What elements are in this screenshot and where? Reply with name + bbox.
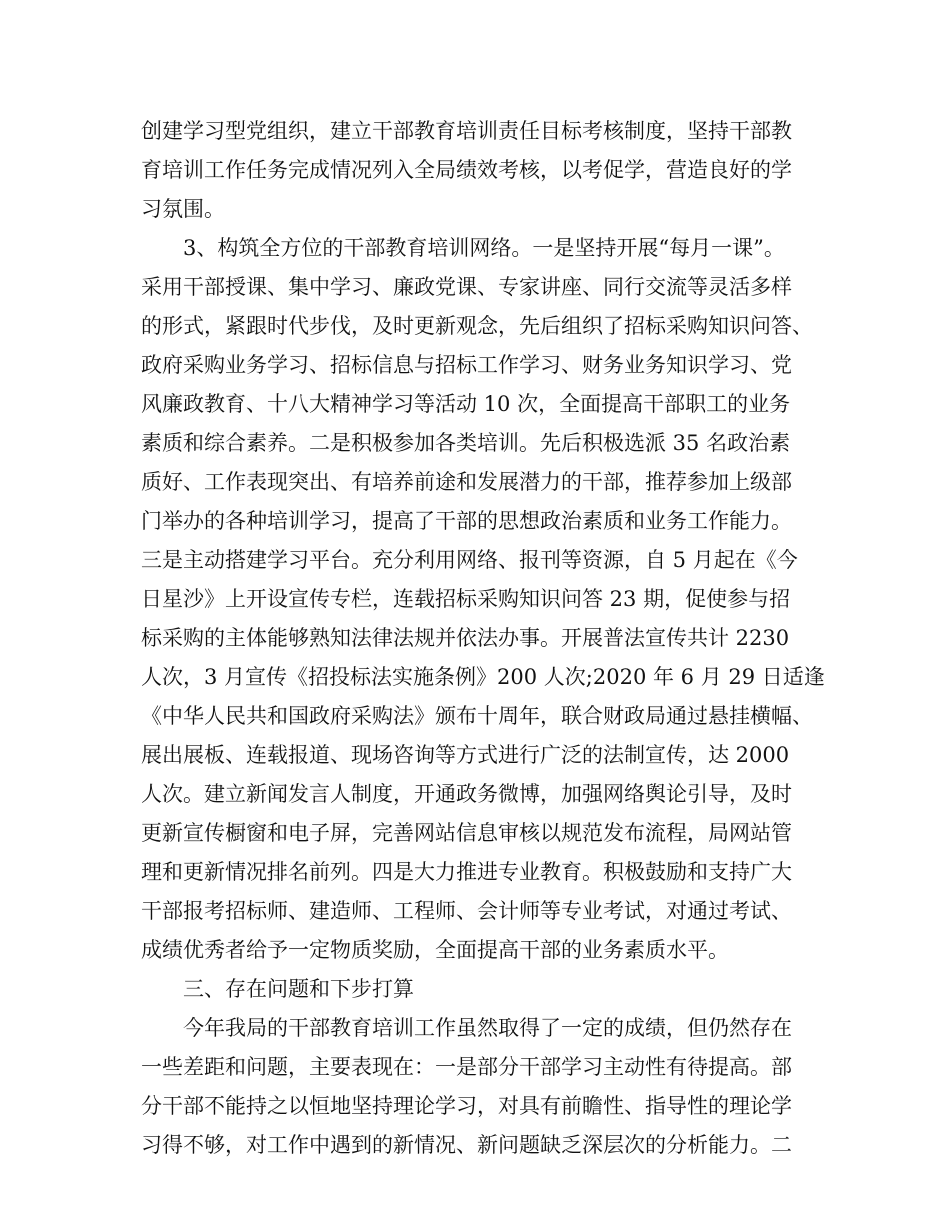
- text-line: 标采购的主体能够熟知法律法规并依法办事。开展普法宣传共计 2230: [141, 626, 790, 650]
- text-line: 展出展板、连载报道、现场咨询等方式进行广泛的法制宣传，达 2000: [141, 743, 790, 767]
- text-line: 的形式，紧跟时代步伐，及时更新观念，先后组织了招标采购知识问答、: [141, 314, 813, 338]
- text-line: 采用干部授课、集中学习、廉政党课、专家讲座、同行交流等灵活多样: [141, 275, 792, 299]
- text-line: 门举办的各种培训学习，提高了干部的思想政治素质和业务工作能力。: [141, 509, 792, 533]
- text-line: 育培训工作任务完成情况列入全局绩效考核，以考促学，营造良好的学: [141, 158, 792, 182]
- text-line: 素质和综合素养。二是积极参加各类培训。先后积极选派 35 名政治素: [141, 431, 791, 455]
- text-line: 创建学习型党组织，建立干部教育培训责任目标考核制度，坚持干部教: [141, 119, 792, 143]
- section-heading: 三、存在问题和下步打算: [183, 977, 414, 1001]
- text-line: 风廉政教育、十八大精神学习等活动 10 次，全面提高干部职工的业务: [141, 392, 791, 416]
- text-line: 今年我局的干部教育培训工作虽然取得了一定的成绩，但仍然存在: [183, 1016, 792, 1040]
- text-line: 三是主动搭建学习平台。充分利用网络、报刊等资源，自 5 月起在《今: [141, 548, 798, 572]
- text-line: 理和更新情况排名前列。四是大力推进专业教育。积极鼓励和支持广大: [141, 860, 792, 884]
- text-line: 人次，3 月宣传《招投标法实施条例》200 人次;2020 年 6 月 29 日适逢: [141, 665, 825, 689]
- text-line: 政府采购业务学习、招标信息与招标工作学习、财务业务知识学习、党: [141, 353, 792, 377]
- text-line: 质好、工作表现突出、有培养前途和发展潜力的干部，推荐参加上级部: [141, 470, 792, 494]
- text-line: 《中华人民共和国政府采购法》颁布十周年，联合财政局通过悬挂横幅、: [141, 704, 813, 728]
- text-line: 一些差距和问题，主要表现在：一是部分干部学习主动性有待提高。部: [141, 1055, 792, 1079]
- text-line: 干部报考招标师、建造师、工程师、会计师等专业考试，对通过考试、: [141, 899, 792, 923]
- text-line: 习得不够，对工作中遇到的新情况、新问题缺乏深层次的分析能力。二: [141, 1133, 792, 1157]
- document-body: [141, 112, 825, 1165]
- text-line: 人次。建立新闻发言人制度，开通政务微博，加强网络舆论引导，及时: [141, 782, 792, 806]
- text-line: 分干部不能持之以恒地坚持理论学习，对具有前瞻性、指导性的理论学: [141, 1094, 792, 1118]
- text-line: 日星沙》上开设宣传专栏，连载招标采购知识问答 23 期，促使参与招: [141, 587, 791, 611]
- text-line: 成绩优秀者给予一定物质奖励，全面提高干部的业务素质水平。: [141, 938, 729, 962]
- text-line: 3、构筑全方位的干部教育培训网络。一是坚持开展“每月一课”。: [183, 236, 785, 260]
- text-line: 习氛围。: [141, 197, 225, 221]
- text-line: 更新宣传橱窗和电子屏，完善网站信息审核以规范发布流程，局网站管: [141, 821, 792, 845]
